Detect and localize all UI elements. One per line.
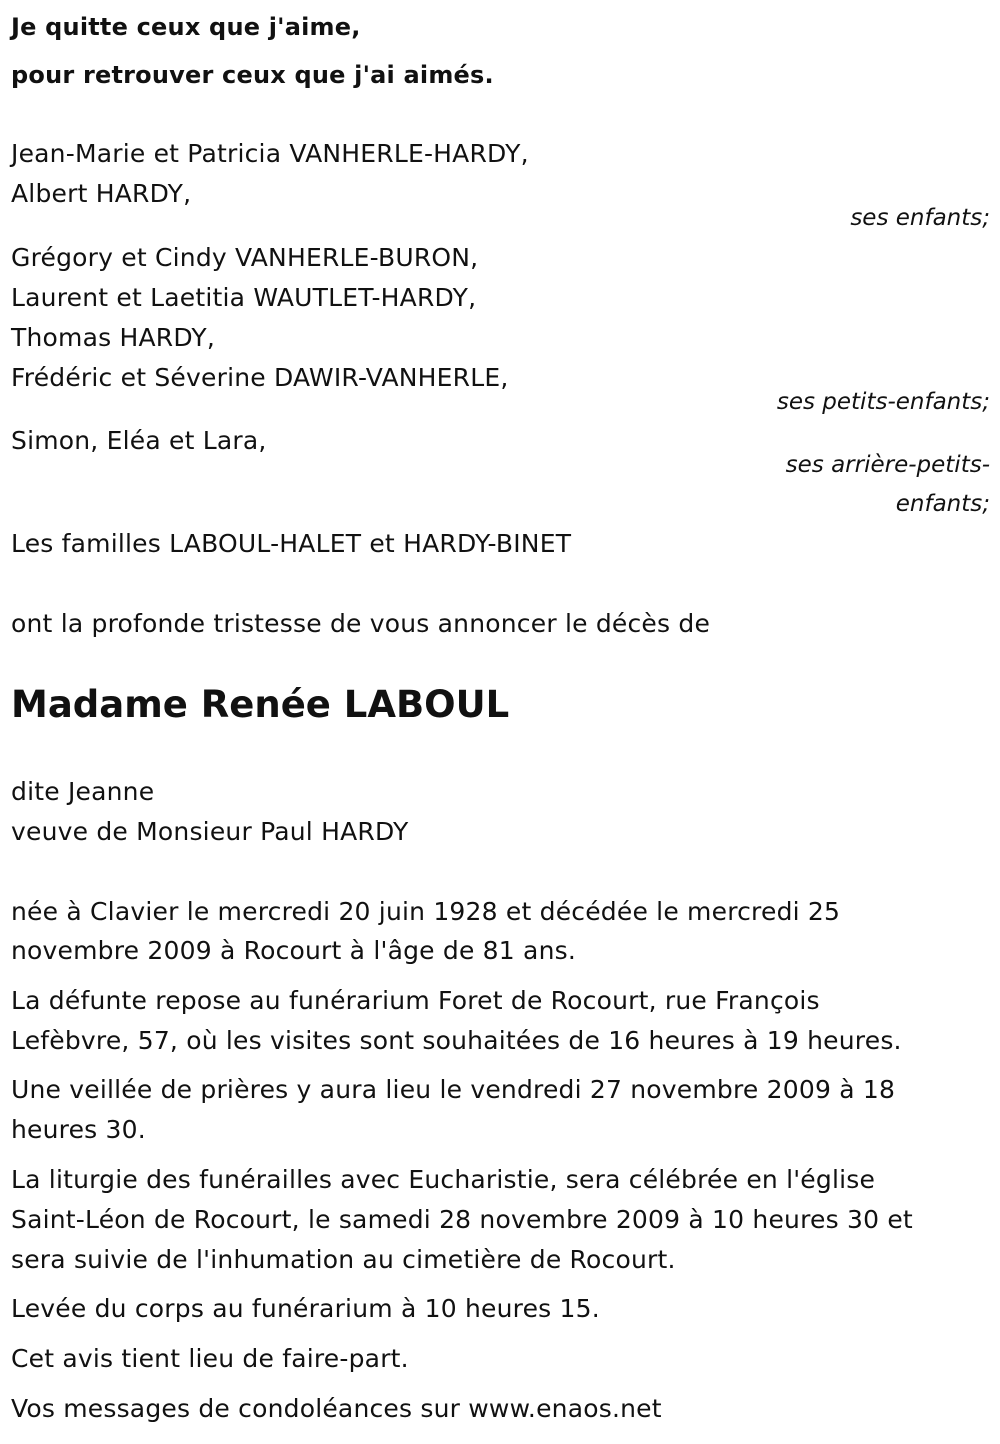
deceased-status: veuve de Monsieur Paul HARDY xyxy=(11,817,409,846)
liturgy-line: Saint-Léon de Rocourt, le samedi 28 novembre 2009 à 10 heures 30 et xyxy=(11,1205,913,1234)
deceased-alias: dite Jeanne xyxy=(11,777,155,806)
families-line: Les familles LABOUL-HALET et HARDY-BINET xyxy=(11,529,572,558)
great-grandchildren-role-line-1: ses arrière-petits- xyxy=(785,452,990,478)
grandchildren-name: Thomas HARDY, xyxy=(11,323,216,352)
birth-death-line: novembre 2009 à Rocourt à l'âge de 81 ans. xyxy=(11,936,576,965)
epigraph-line-2: pour retrouver ceux que j'ai aimés. xyxy=(11,61,494,89)
visitation-line: La défunte repose au funérarium Foret de Rocourt, rue François xyxy=(11,986,820,1015)
great-grandchildren-name: Simon, Eléa et Lara, xyxy=(11,426,267,455)
children-name: Jean-Marie et Patricia VANHERLE-HARDY, xyxy=(11,139,529,168)
grandchildren-name: Grégory et Cindy VANHERLE-BURON, xyxy=(11,243,479,272)
children-name: Albert HARDY, xyxy=(11,179,192,208)
grandchildren-name: Frédéric et Séverine DAWIR-VANHERLE, xyxy=(11,363,509,392)
epigraph-line-1: Je quitte ceux que j'aime, xyxy=(11,13,361,41)
announcement-line: ont la profonde tristesse de vous annoncer le décès de xyxy=(11,609,711,638)
liturgy-line: La liturgie des funérailles avec Eucharistie, sera célébrée en l'église xyxy=(11,1165,876,1194)
great-grandchildren-role-line-2: enfants; xyxy=(895,491,990,517)
levee-line: Levée du corps au funérarium à 10 heures 15. xyxy=(11,1294,600,1323)
birth-death-line: née à Clavier le mercredi 20 juin 1928 et décédée le mercredi 25 xyxy=(11,897,841,926)
condolences-line: Vos messages de condoléances sur www.enaos.net xyxy=(11,1394,662,1423)
grandchildren-role: ses petits-enfants; xyxy=(776,389,990,415)
visitation-line: Lefèbvre, 57, où les visites sont souhaitées de 16 heures à 19 heures. xyxy=(11,1026,902,1055)
notice-line: Cet avis tient lieu de faire-part. xyxy=(11,1344,409,1373)
liturgy-line: sera suivie de l'inhumation au cimetière de Rocourt. xyxy=(11,1245,676,1274)
children-role: ses enfants; xyxy=(850,205,990,231)
vigil-line: Une veillée de prières y aura lieu le vendredi 27 novembre 2009 à 18 xyxy=(11,1075,896,1104)
grandchildren-name: Laurent et Laetitia WAUTLET-HARDY, xyxy=(11,283,477,312)
vigil-line: heures 30. xyxy=(11,1115,146,1144)
deceased-name: Madame Renée LABOUL xyxy=(11,683,510,726)
